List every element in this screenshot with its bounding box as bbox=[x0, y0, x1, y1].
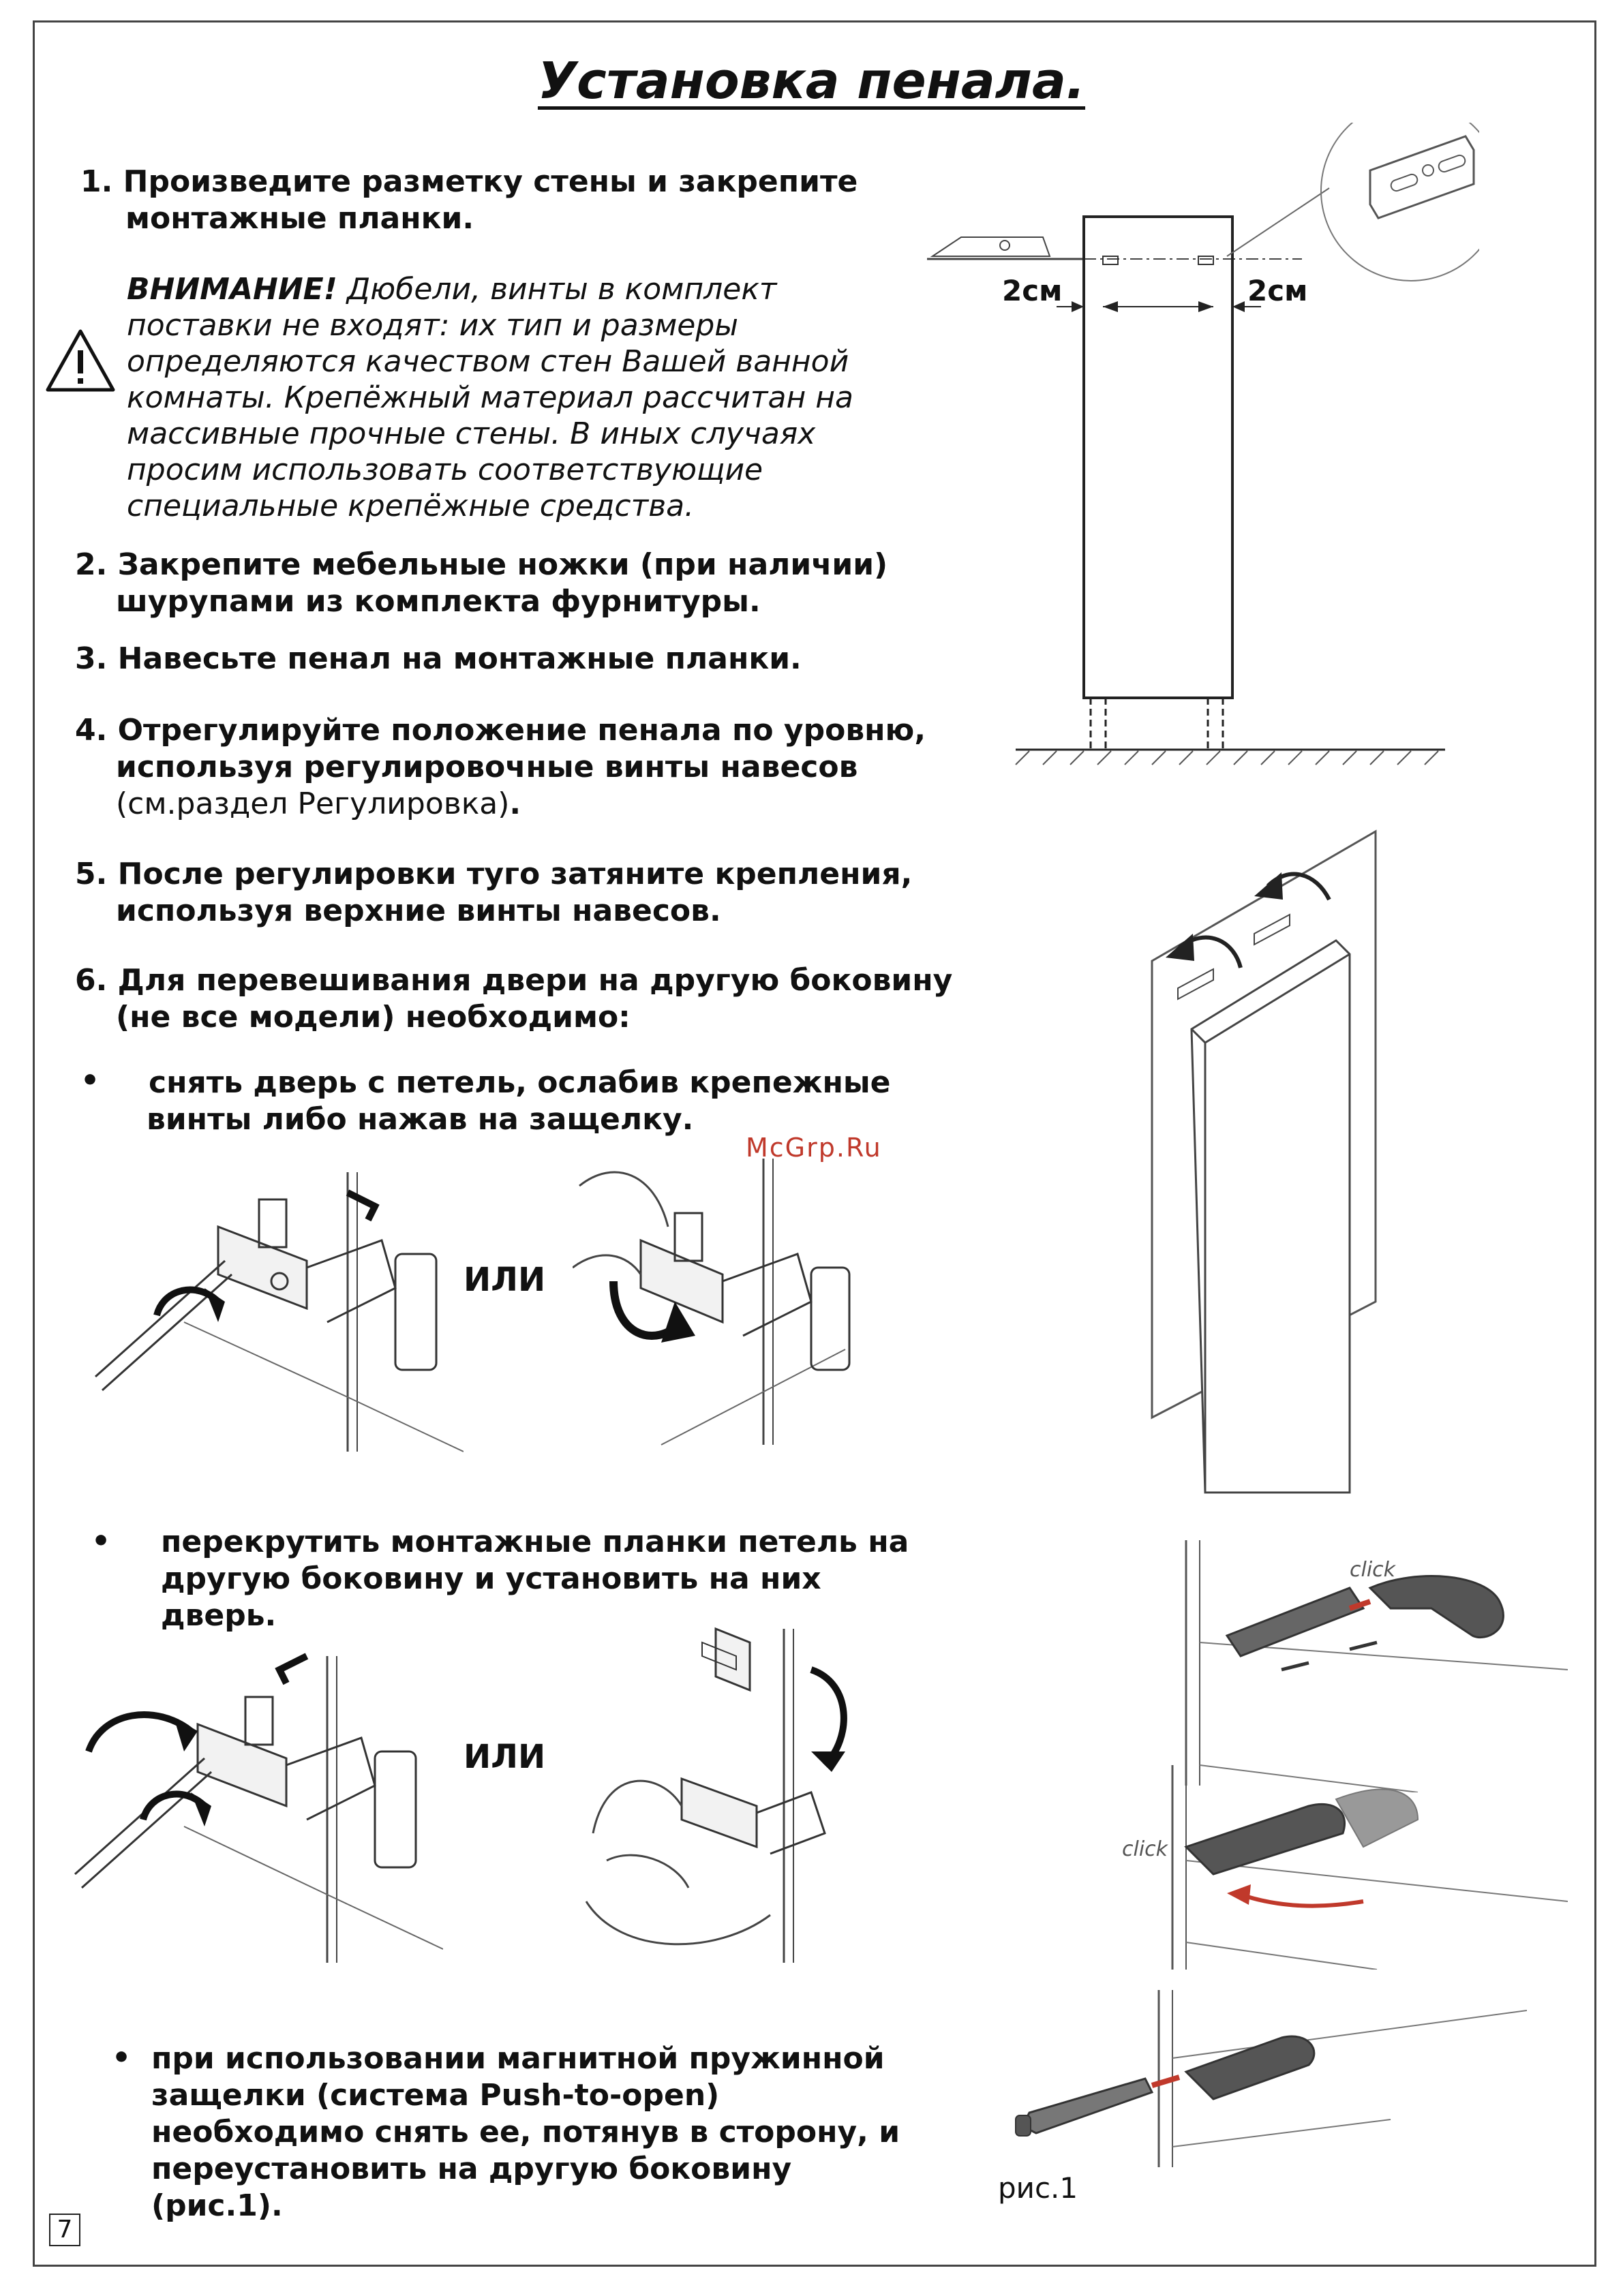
step-6-line-1: 6. Для перевешивания двери на другую боковину bbox=[75, 963, 953, 998]
bullet-2-line-1: перекрутить монтажные планки петель на bbox=[161, 1525, 909, 1559]
warning-icon bbox=[44, 327, 117, 394]
step-5-line-2: используя верхние винты навесов. bbox=[116, 893, 721, 928]
step-1-line-2: монтажные планки. bbox=[125, 201, 474, 236]
push-latch-step-2-diagram bbox=[1132, 1765, 1568, 1970]
or-label-2: ИЛИ bbox=[464, 1738, 546, 1776]
step-3-line-1: 3. Навесьте пенал на монтажные планки. bbox=[75, 641, 802, 676]
bullet-1-mark: • bbox=[80, 1063, 100, 1098]
warning-line-6: просим использовать соответствующие bbox=[127, 453, 763, 487]
step-4-line-2: используя регулировочные винты навесов bbox=[116, 750, 858, 784]
bullet-3-line-5: (рис.1). bbox=[151, 2188, 283, 2223]
step-4-period: . bbox=[509, 786, 521, 821]
page-title: Установка пенала. bbox=[537, 52, 1086, 110]
bullet-3-line-2: защелки (система Push-to-open) bbox=[151, 2078, 720, 2113]
warning-line-7: специальные крепёжные средства. bbox=[127, 489, 695, 523]
step-4-line-3 bbox=[116, 786, 521, 823]
step-5-line-1: 5. После регулировки туго затяните крепления, bbox=[75, 857, 913, 891]
step-4-line-1: 4. Отрегулируйте положение пенала по уровню, bbox=[75, 713, 926, 748]
step-2-line-2: шурупами из комплекта фурнитуры. bbox=[116, 584, 761, 619]
hinge-screwdriver-diagram bbox=[82, 1165, 464, 1458]
cabinet-mounting-diagram bbox=[920, 123, 1479, 777]
bullet-2-mark: • bbox=[91, 1524, 111, 1559]
warning-line-5: массивные прочные стены. В иных случаях bbox=[127, 416, 816, 451]
bullet-3-mark: • bbox=[112, 2040, 132, 2075]
step-6-line-2: (не все модели) необходимо: bbox=[116, 1000, 631, 1035]
bullet-2-line-3: дверь. bbox=[161, 1598, 277, 1633]
page-number: 7 bbox=[49, 2214, 80, 2246]
step-4-reference: (см.раздел Регулировка) bbox=[116, 786, 510, 821]
step-2-line-1: 2. Закрепите мебельные ножки (при наличии) bbox=[75, 547, 888, 582]
bullet-1-line-2: винты либо нажав на защелку. bbox=[147, 1102, 694, 1137]
hinge-rotate-plate-diagram bbox=[61, 1649, 443, 1970]
or-label-1: ИЛИ bbox=[464, 1261, 546, 1299]
dimension-right-label: 2см bbox=[1247, 274, 1308, 307]
click-label-2: click bbox=[1122, 1837, 1168, 1861]
warning-line-1 bbox=[127, 271, 777, 307]
hinge-remount-diagram bbox=[579, 1615, 886, 1970]
bullet-2-line-2: другую боковину и установить на них bbox=[161, 1561, 821, 1596]
warning-lead: ВНИМАНИЕ! bbox=[127, 272, 337, 307]
bullet-3-line-4: переустановить на другую боковину bbox=[151, 2152, 792, 2186]
warning-line-2: поставки не входят: их тип и размеры bbox=[127, 308, 739, 343]
dimension-left-label: 2см bbox=[1002, 274, 1063, 307]
watermark: McGrp.Ru bbox=[746, 1133, 882, 1163]
step-1-line-1: 1. Произведите разметку стены и закрепите bbox=[80, 164, 858, 199]
warning-line-1-text: Дюбели, винты в комплект bbox=[337, 272, 777, 307]
figure-caption: рис.1 bbox=[998, 2171, 1078, 2205]
bullet-3-line-3: необходимо снять ее, потянув в сторону, и bbox=[151, 2115, 900, 2149]
bullet-1-line-1: снять дверь с петель, ослабив крепежные bbox=[149, 1065, 891, 1100]
warning-line-3: определяются качеством стен Вашей ванной bbox=[127, 344, 849, 379]
hinge-latch-diagram bbox=[573, 1145, 886, 1458]
door-rehang-diagram bbox=[1132, 825, 1391, 1499]
click-label-1: click bbox=[1350, 1558, 1396, 1582]
bullet-3-line-1: при использовании магнитной пружинной bbox=[151, 2041, 885, 2076]
push-latch-step-3-diagram bbox=[1009, 1990, 1527, 2167]
warning-line-4: комнаты. Крепёжный материал рассчитан на bbox=[127, 380, 853, 415]
